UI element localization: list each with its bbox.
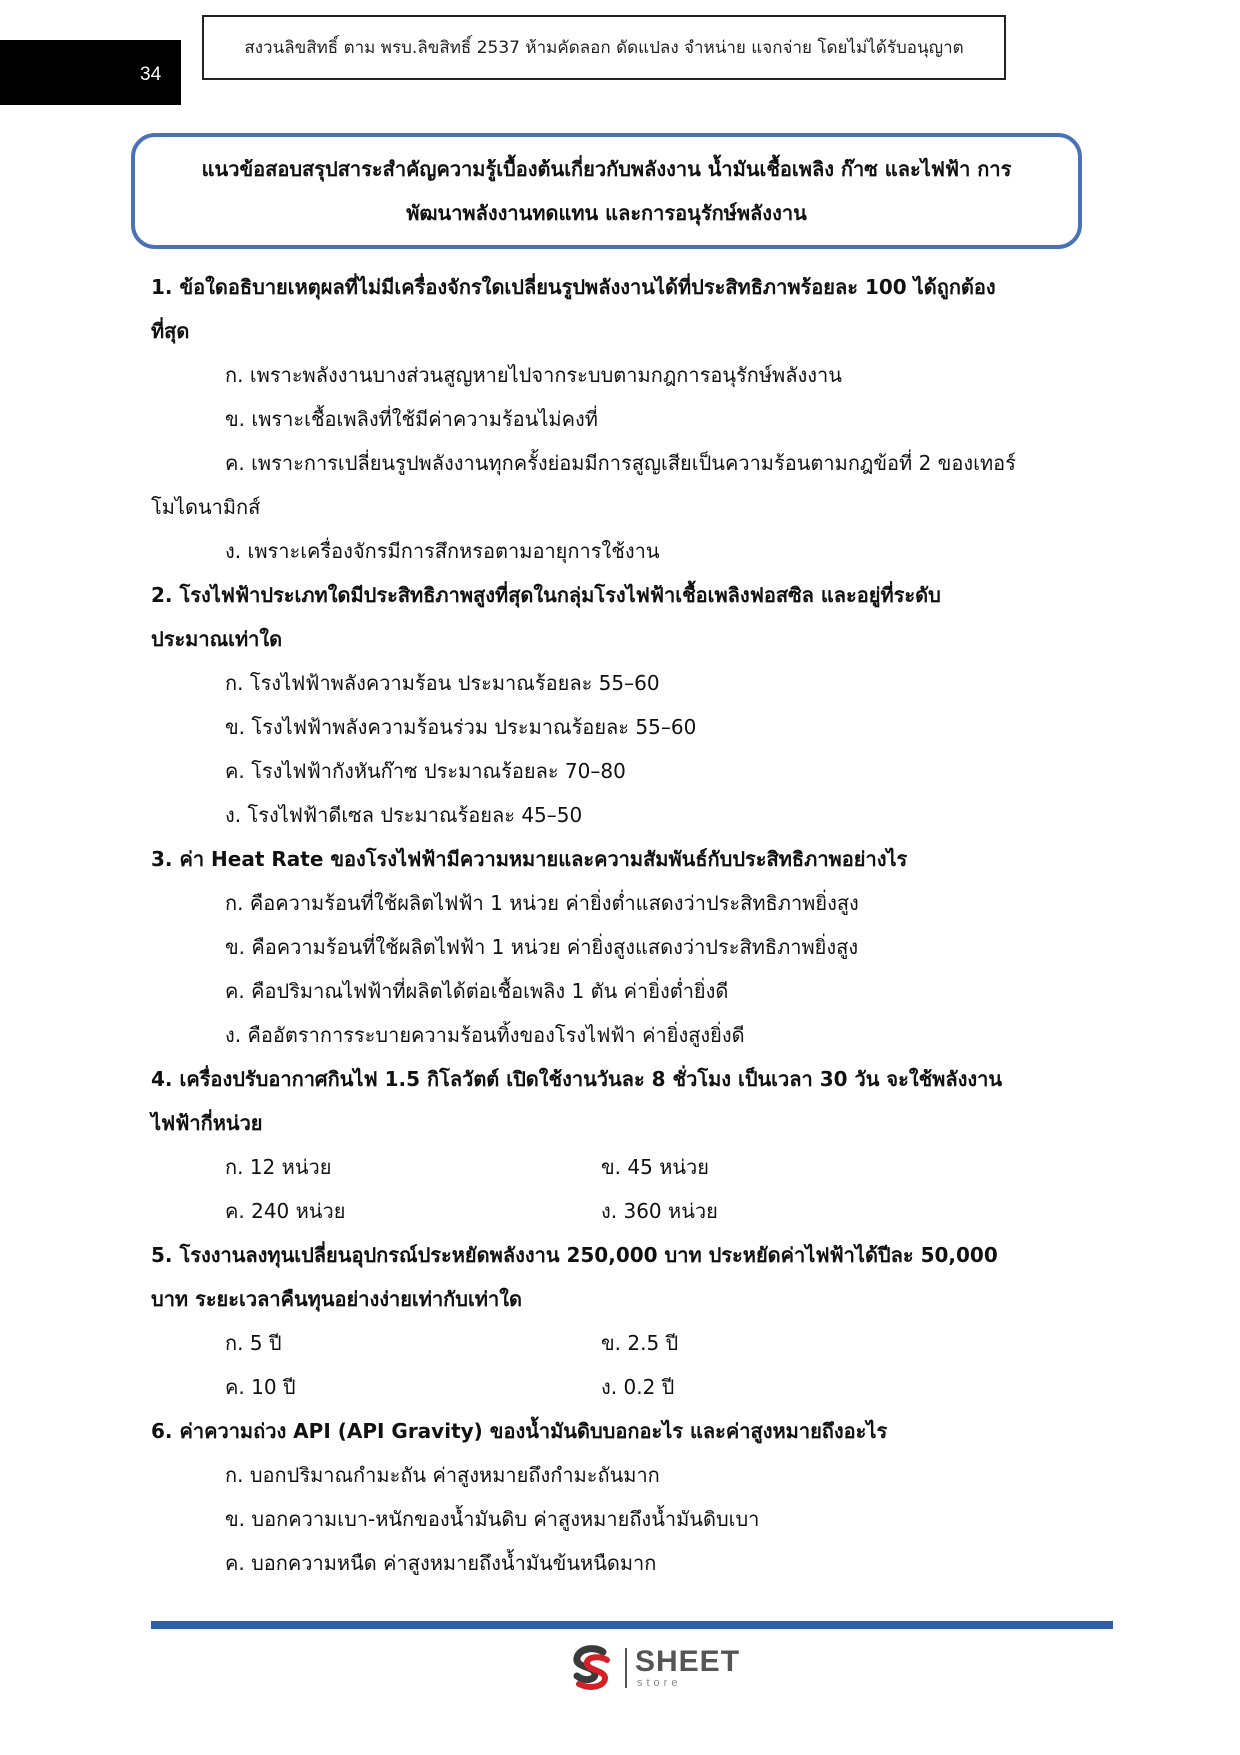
page-number-box <box>0 40 181 105</box>
question-1 <box>151 265 1061 573</box>
footer-rule <box>151 1621 1113 1629</box>
question-text: ไฟฟ้ากี่หน่วย <box>151 1111 263 1135</box>
sheet-store-logo <box>565 1642 740 1694</box>
question-text: ที่สุด <box>151 319 190 343</box>
question-2 <box>151 573 1061 837</box>
option: ง. โรงไฟฟ้าดีเซล ประมาณร้อยละ 45–50 <box>225 803 583 827</box>
question-text: 3. ค่า Heat Rate ของโรงไฟฟ้ามีความหมายและความสัมพันธ์กับประสิทธิภาพอย่างไร <box>151 847 908 871</box>
option: ก. คือความร้อนที่ใช้ผลิตไฟฟ้า 1 หน่วย ค่ายิ่งต่ำแสดงว่าประสิทธิภาพยิ่งสูง <box>225 891 859 915</box>
option: ก. บอกปริมาณกำมะถัน ค่าสูงหมายถึงกำมะถันมาก <box>225 1463 660 1487</box>
question-3 <box>151 837 1061 1057</box>
option: ค. 10 ปี <box>225 1375 296 1399</box>
option-row <box>151 1145 1061 1189</box>
question-text: ประมาณเท่าใด <box>151 627 283 651</box>
section-title-line-2: พัฒนาพลังงานทดแทน และการอนุรักษ์พลังงาน <box>406 201 807 225</box>
section-title-line-1: แนวข้อสอบสรุปสาระสำคัญความรู้เบื้องต้นเกี่ยวกับพลังงาน น้ำมันเชื้อเพลิง ก๊าซ และไฟฟ้า การ <box>201 157 1012 181</box>
option: ง. เพราะเครื่องจักรมีการสึกหรอตามอายุการใช้งาน <box>225 539 660 563</box>
option-row <box>151 1365 1061 1409</box>
question-text: บาท ระยะเวลาคืนทุนอย่างง่ายเท่ากับเท่าใด <box>151 1287 522 1311</box>
sheet-store-logo-icon <box>565 1642 617 1694</box>
option: ค. โรงไฟฟ้ากังหันก๊าซ ประมาณร้อยละ 70–80 <box>225 759 626 783</box>
option: ค. คือปริมาณไฟฟ้าที่ผลิตได้ต่อเชื้อเพลิง 1 ตัน ค่ายิ่งต่ำยิ่งดี <box>225 979 729 1003</box>
question-list <box>151 265 1061 1585</box>
option: ข. 45 หน่วย <box>601 1155 709 1179</box>
section-title-box <box>131 133 1082 249</box>
logo-separator <box>625 1648 627 1688</box>
page-number: 34 <box>140 64 162 85</box>
question-4 <box>151 1057 1061 1233</box>
option: ข. คือความร้อนที่ใช้ผลิตไฟฟ้า 1 หน่วย ค่ายิ่งสูงแสดงว่าประสิทธิภาพยิ่งสูง <box>225 935 859 959</box>
question-text: 6. ค่าความถ่วง API (API Gravity) ของน้ำมันดิบบอกอะไร และค่าสูงหมายถึงอะไร <box>151 1419 888 1443</box>
question-text: 1. ข้อใดอธิบายเหตุผลที่ไม่มีเครื่องจักรใดเปลี่ยนรูปพลังงานได้ที่ประสิทธิภาพร้อยละ 100 ได้ถูกต้อง <box>151 275 996 299</box>
option-row <box>151 1321 1061 1365</box>
question-text: 4. เครื่องปรับอากาศกินไฟ 1.5 กิโลวัตต์ เปิดใช้งานวันละ 8 ชั่วโมง เป็นเวลา 30 วัน จะใช้พลังงาน <box>151 1067 1003 1091</box>
logo-main-text: SHEET <box>635 1645 741 1678</box>
option-continuation: โมไดนามิกส์ <box>151 495 261 519</box>
copyright-text: สงวนลิขสิทธิ์ ตาม พรบ.ลิขสิทธิ์ 2537 ห้ามคัดลอก ดัดแปลง จำหน่าย แจกจ่าย โดยไม่ได้รับอนุญาต <box>244 38 964 58</box>
option: ก. 12 หน่วย <box>225 1155 332 1179</box>
option: ข. บอกความเบา-หนักของน้ำมันดิบ ค่าสูงหมายถึงน้ำมันดิบเบา <box>225 1507 760 1531</box>
option: ง. 0.2 ปี <box>601 1375 675 1399</box>
question-5 <box>151 1233 1061 1409</box>
option: ง. คืออัตราการระบายความร้อนทิ้งของโรงไฟฟ้า ค่ายิ่งสูงยิ่งดี <box>225 1023 745 1047</box>
copyright-notice <box>202 15 1006 80</box>
option-row <box>151 1189 1061 1233</box>
question-text: 5. โรงงานลงทุนเปลี่ยนอุปกรณ์ประหยัดพลังงาน 250,000 บาท ประหยัดค่าไฟฟ้าได้ปีละ 50,000 <box>151 1243 998 1267</box>
option: ค. เพราะการเปลี่ยนรูปพลังงานทุกครั้งย่อมมีการสูญเสียเป็นความร้อนตามกฎข้อที่ 2 ของเทอร์ <box>225 451 1016 475</box>
option: ค. บอกความหนืด ค่าสูงหมายถึงน้ำมันข้นหนืดมาก <box>225 1551 657 1575</box>
option: ข. 2.5 ปี <box>601 1331 679 1355</box>
logo-text <box>635 1647 740 1689</box>
option: ค. 240 หน่วย <box>225 1199 346 1223</box>
option: ก. โรงไฟฟ้าพลังความร้อน ประมาณร้อยละ 55–60 <box>225 671 660 695</box>
option: ง. 360 หน่วย <box>601 1199 718 1223</box>
logo-sub-text: store <box>637 1677 682 1689</box>
question-text: 2. โรงไฟฟ้าประเภทใดมีประสิทธิภาพสูงที่สุดในกลุ่มโรงไฟฟ้าเชื้อเพลิงฟอสซิล และอยู่ที่ระดับ <box>151 583 941 607</box>
option: ข. เพราะเชื้อเพลิงที่ใช้มีค่าความร้อนไม่คงที่ <box>225 407 598 431</box>
option: ข. โรงไฟฟ้าพลังความร้อนร่วม ประมาณร้อยละ 55–60 <box>225 715 697 739</box>
option: ก. เพราะพลังงานบางส่วนสูญหายไปจากระบบตามกฎการอนุรักษ์พลังงาน <box>225 363 842 387</box>
question-6 <box>151 1409 1061 1585</box>
option: ก. 5 ปี <box>225 1331 282 1355</box>
